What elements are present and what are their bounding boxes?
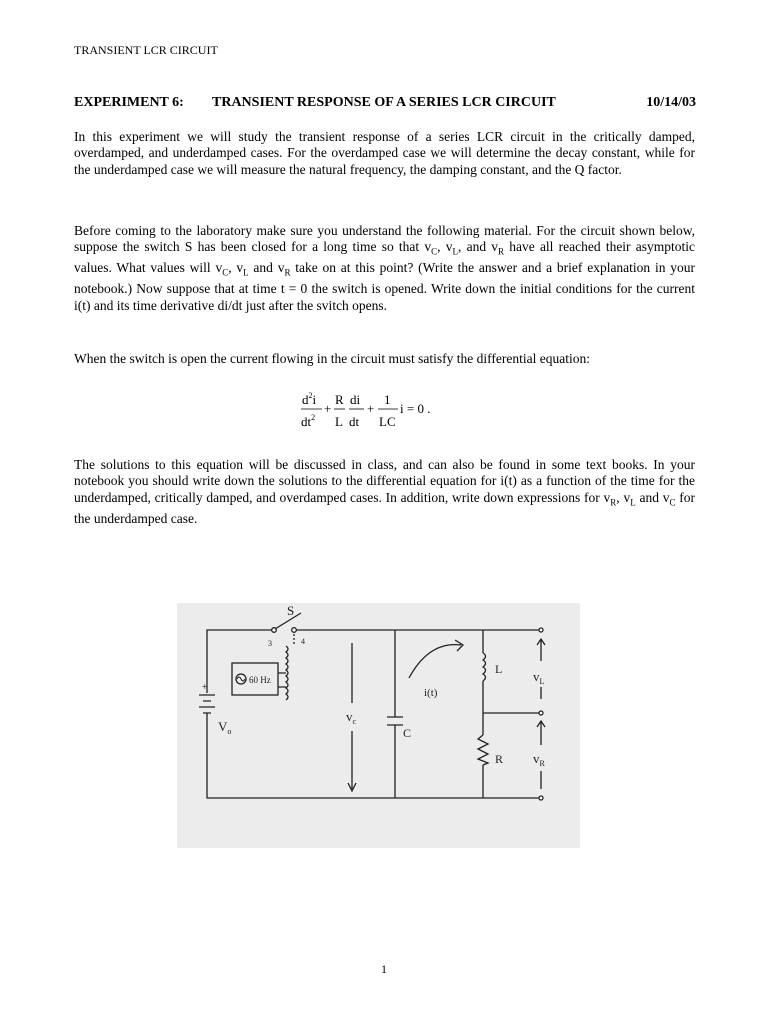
svg-text:+: + — [324, 401, 332, 416]
svg-text:L: L — [495, 662, 503, 676]
svg-text:L: L — [335, 414, 343, 429]
preparation-paragraph: Before coming to the laboratory make sure you understand the following material. For the circuit shown below, suppose the switch S has been closed for a long time so that $v_C$, $v_L$, and $v_R$ have all reached their asymptotic values. What values will $v_C$, $v_L$ and $v_R$ take on at this point? (Write the answer and a brief explanation in your notebook.) Now suppose that at time t = 0 the switch is opened. Write down the initial conditions for the current i(t) and its time derivative di/dt just after the svitch opens. — [74, 223, 696, 313]
solutions-paragraph: The solutions to this equation will be discussed in class, and can also be found in some text books. In your notebook you should write down the solutions to the differential equation for i(t) as a function of the time for the underdamped, critically damped, and overdamped cases. In addition, write down expressions for $v_R$, $v_L$ and $v_C$ for the underdamped case. — [74, 457, 695, 526]
svg-text:1: 1 — [384, 392, 391, 407]
bottom-wire — [207, 748, 541, 798]
current-arrow — [409, 640, 463, 678]
experiment-date: 10/14/03 — [646, 95, 696, 110]
svg-text:di: di — [350, 392, 361, 407]
svg-text:4: 4 — [301, 637, 305, 646]
equation-intro: When the switch is open the current flowing in the circuit must satisfy the differential equation: — [74, 351, 590, 366]
svg-text:dt2: $dt^2$ — [301, 413, 316, 429]
svg-text:vc: $v_c$ — [346, 709, 357, 726]
svg-text:Vo: $V_o$ — [218, 719, 232, 736]
svg-text:R: R — [335, 392, 344, 407]
relay-coil — [286, 646, 288, 700]
capacitor-icon — [387, 717, 403, 725]
lcr-circuit-diagram — [177, 603, 580, 848]
svg-text:C: C — [403, 726, 412, 740]
running-header: TRANSIENT LCR CIRCUIT — [74, 43, 218, 57]
svg-text:vR: $v_R$ — [533, 751, 545, 768]
svg-text:i(t): i(t) — [424, 687, 438, 699]
experiment-name: TRANSIENT RESPONSE OF A SERIES LCR CIRCUIT — [212, 95, 556, 110]
intro-paragraph: In this experiment we will study the transient response of a series LCR circuit in the critically damped, overdamped, and underdamped cases. For the overdamped case we will determine the decay constant, while for the underdamped case we will measure the natural frequency, the damping constant, and the Q factor. — [74, 129, 695, 177]
svg-text:vL: $v_L$ — [533, 669, 545, 686]
svg-text:dt: dt — [349, 414, 360, 429]
svg-text:LC: LC — [379, 414, 396, 429]
svg-text:i = 0 .: i = 0 . — [400, 401, 431, 416]
inductor-icon — [483, 653, 486, 681]
battery-icon — [199, 695, 215, 748]
svg-text:d2i: $d^2i$ — [302, 391, 317, 407]
experiment-number: EXPERIMENT 6: — [74, 95, 184, 110]
resistor-icon — [478, 735, 488, 765]
svg-text:R: R — [495, 752, 504, 766]
page-number: 1 — [381, 962, 387, 976]
svg-text:3: 3 — [268, 639, 272, 648]
svg-text:+: + — [367, 401, 375, 416]
svg-text:S: S — [287, 603, 295, 618]
lc-branch — [483, 630, 541, 798]
svg-text:+: + — [202, 682, 208, 693]
differential-equation — [300, 388, 450, 432]
svg-text:60 Hz: 60 Hz — [249, 675, 271, 685]
